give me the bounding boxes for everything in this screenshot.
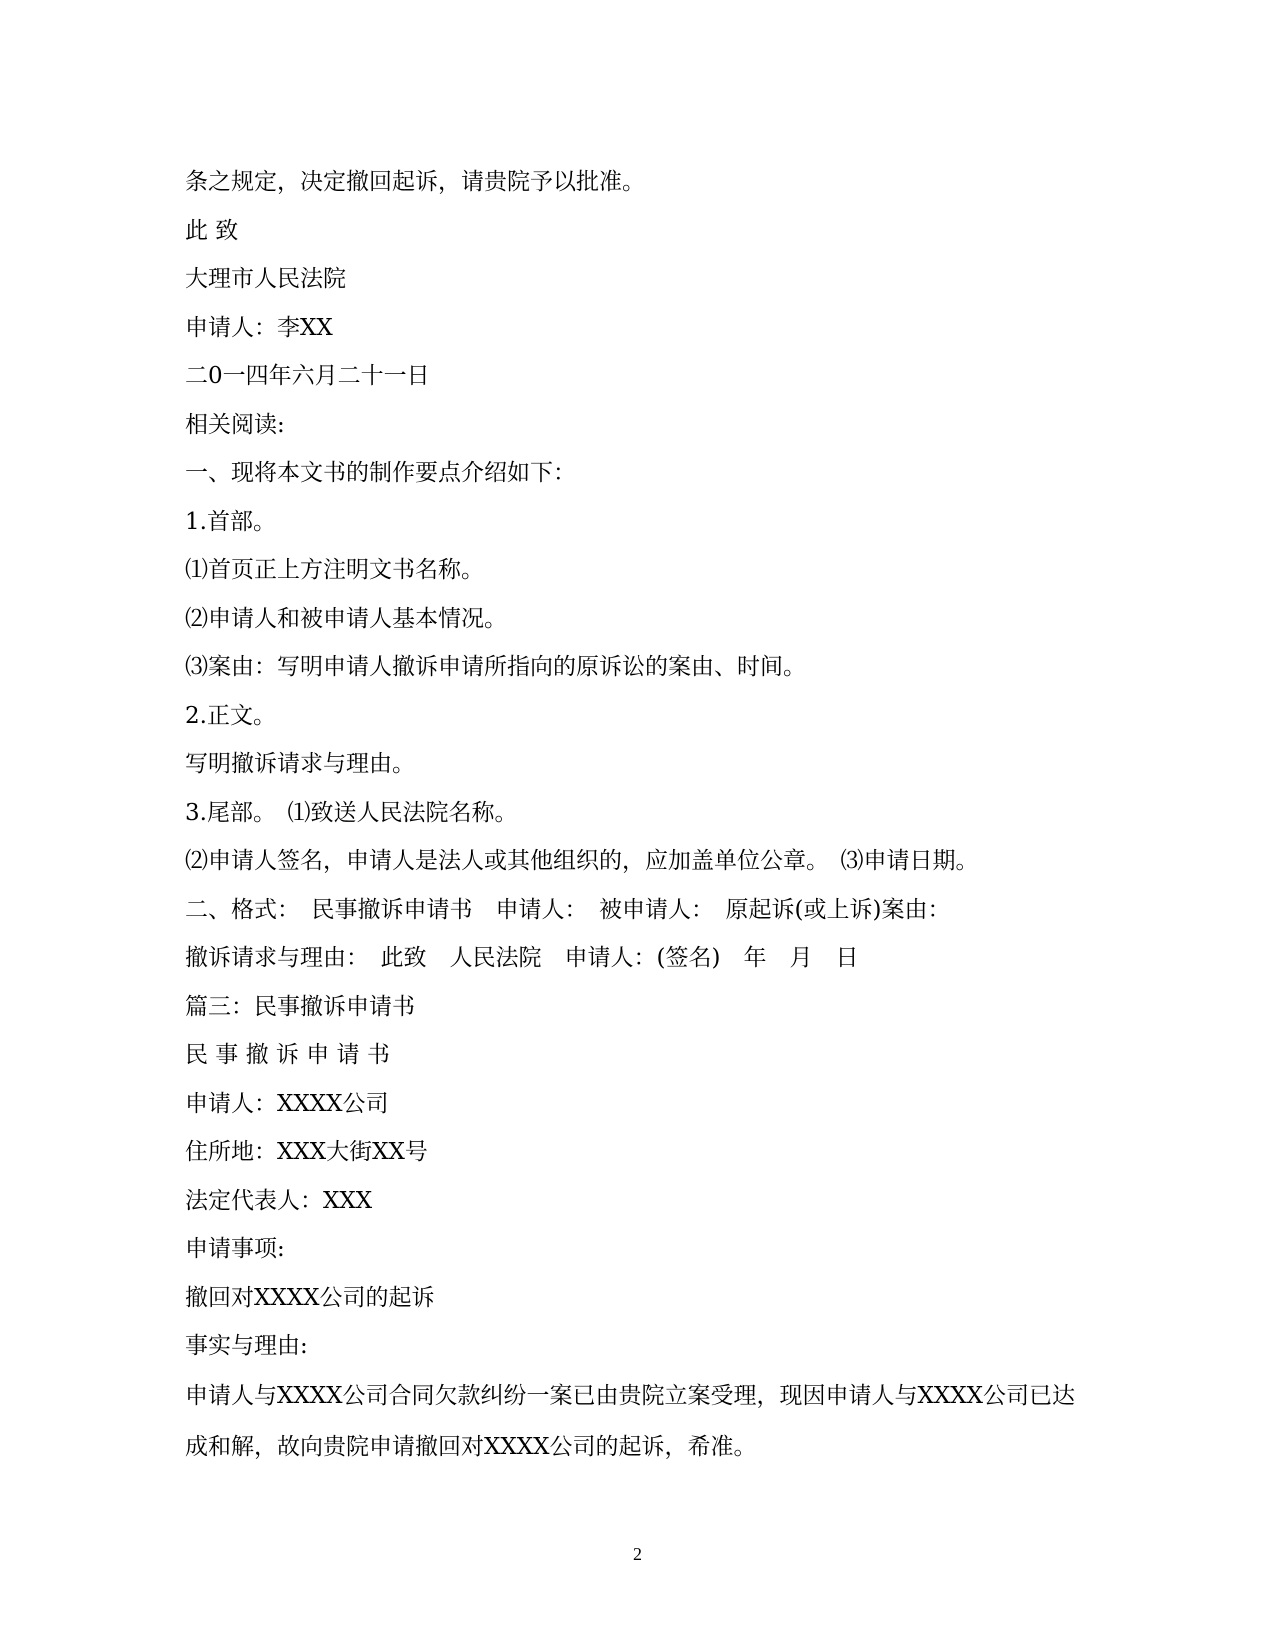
body-line: 1.首部。 — [185, 508, 276, 535]
body-line: 住所地：XXX大街XX号 — [185, 1139, 428, 1165]
page-number: 2 — [633, 1544, 642, 1564]
body-line: 大理市人民法院 — [185, 266, 346, 292]
body-line: 事实与理由: — [185, 1333, 308, 1359]
body-line: 二、格式： 民事撤诉申请书 申请人： 被申请人： 原起诉(或上诉)案由： — [185, 896, 951, 923]
body-line: 申请事项: — [185, 1236, 285, 1262]
body-line: 撤回对XXXX公司的起诉 — [185, 1284, 435, 1311]
body-line: 二0一四年六月二十一日 — [185, 363, 430, 389]
body-line: 2.正文。 — [185, 702, 276, 729]
body-line: 法定代表人：XXX — [185, 1187, 373, 1214]
body-line: 此 致 — [185, 217, 239, 244]
body-line: 相关阅读: — [185, 411, 285, 438]
body-line: 申请人：XXXX公司 — [185, 1090, 389, 1117]
body-line: 撤诉请求与理由： 此致 人民法院 申请人：(签名) 年 月 日 — [185, 945, 859, 971]
body-line: 一、现将本文书的制作要点介绍如下： — [185, 460, 576, 486]
body-line: 民 事 撤 诉 申 请 书 — [185, 1042, 390, 1068]
body-line: ⑴首页正上方注明文书名称。 — [185, 557, 484, 583]
body-line: ⑶案由：写明申请人撤诉申请所指向的原诉讼的案由、时间。 — [185, 654, 806, 680]
document-body — [185, 158, 1090, 1473]
body-line: ⑵申请人和被申请人基本情况。 — [185, 605, 507, 632]
body-paragraph: 申请人与XXXX公司合同欠款纠纷一案已由贵院立案受理，现因申请人与XXXX公司已达成和解，故向贵院申请撤回对XXXX公司的起诉，希准。 — [185, 1382, 1075, 1460]
body-line: ⑵申请人签名，申请人是法人或其他组织的，应加盖单位公章。 ⑶申请日期。 — [185, 848, 979, 874]
body-line: 写明撤诉请求与理由。 — [185, 751, 415, 777]
body-line: 篇三：民事撤诉申请书 — [185, 993, 415, 1020]
body-line: 申请人：李XX — [185, 314, 333, 341]
body-line: 3.尾部。 ⑴致送人民法院名称。 — [185, 799, 518, 826]
body-line: 条之规定，决定撤回起诉，请贵院予以批准。 — [185, 169, 645, 195]
